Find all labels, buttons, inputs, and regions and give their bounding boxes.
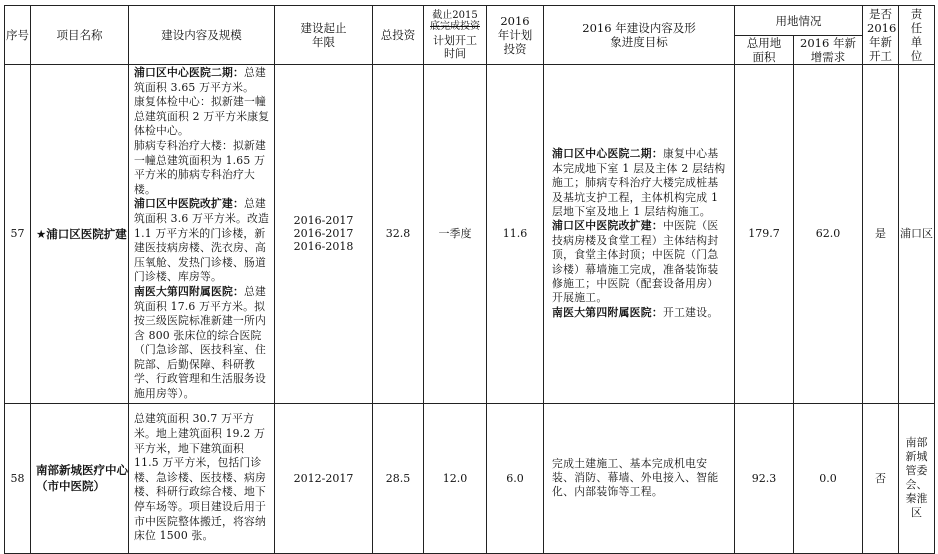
project-table-sheet (4, 5, 934, 543)
content-item: 南医大第四附属医院：总建筑面积 17.6 万平方米。拟按三级医院标准新建一所内含 800 张床位的综合医院（门急诊部、医技科室、住院部、后勤保障、科研教学、行政管理和生活服务设施用房等）。 (134, 284, 266, 401)
row-new-start: 是 (863, 65, 899, 404)
header-new-start: 是否2016年新开工 (863, 6, 899, 65)
row-land-new: 62.0 (794, 65, 863, 404)
header-content: 建设内容及规模 (129, 6, 275, 65)
row-unit: 南部新城管委会、秦淮区 (899, 403, 935, 553)
table-row (5, 403, 935, 553)
header-name: 项目名称 (31, 6, 129, 65)
row-plan2016: 6.0 (487, 403, 544, 553)
row-start: 12.0 (424, 403, 487, 553)
header-land-new: 2016 年新增需求 (794, 36, 863, 65)
content-item: 康复体检中心：拟新建一幢总建筑面积 2 万平方米康复体检中心。 (134, 95, 270, 138)
row-land-total: 92.3 (735, 403, 794, 553)
row-project-name: ★浦口区医院扩建 (31, 65, 129, 404)
content-item: 肺病专科治疗大楼：拟新建一幢总建筑面积为 1.65 万平方米的肺病专科治疗大楼。 (134, 138, 266, 196)
progress-item: 南医大第四附属医院：开工建设。 (552, 305, 719, 319)
period-line: 2016-2018 (293, 240, 354, 254)
header-period: 建设起止年限 (275, 6, 373, 65)
row-seq: 58 (5, 403, 31, 553)
header-seq: 序号 (5, 6, 31, 65)
table-row (5, 65, 935, 404)
row-progress: 完成土建施工、基本完成机电安装、消防、幕墙、外电接入、智能化、内部装饰等工程。 (544, 403, 735, 553)
row-progress (544, 65, 735, 404)
row-project-name: 南部新城医疗中心（市中医院） (31, 403, 129, 553)
header-total: 总投资 (373, 6, 424, 65)
row-period: 2012-2017 (275, 403, 373, 553)
header-unit: 责任单位 (899, 6, 935, 65)
row-total: 28.5 (373, 403, 424, 553)
row-content: 总建筑面积 30.7 万平方米。地上建筑面积 19.2 万平方米，地下建筑面积 11.5 万平方米，包括门诊楼、急诊楼、医技楼、病房楼、科研行政综合楼、地下停车场等。项目建设后用于市中医院整体搬迁，将容纳床位 1500 张。 (129, 403, 275, 553)
header-plan2016: 2016 年计划投资 (487, 6, 544, 65)
row-total: 32.8 (373, 65, 424, 404)
header-cutoff (424, 6, 487, 65)
row-land-new: 0.0 (794, 403, 863, 553)
progress-item: 浦口区中医院改扩建：中医院（医技病房楼及食堂工程）主体结构封顶，食堂主体封顶；中医院（门急诊楼）幕墙施工完成，准备装饰装修施工；中医院（配套设备用房）开展施工。 (552, 219, 719, 305)
row-new-start: 否 (863, 403, 899, 553)
row-land-total: 179.7 (735, 65, 794, 404)
row-start: 一季度 (424, 65, 487, 404)
cutoff-bottom-label: 计划开工时间 (433, 34, 477, 60)
project-table (4, 5, 935, 554)
header-goal2016: 2016 年建设内容及形象进度目标 (544, 6, 735, 65)
content-item: 浦口区中医院改扩建：总建筑面积 3.6 万平方米。改造 1.1 万平方米的门诊楼，新建医技病房楼、洗衣房、高压氧舱、发热门诊楼、肠道门诊楼、库房等。 (134, 197, 270, 284)
row-plan2016: 11.6 (487, 65, 544, 404)
row-period (275, 65, 373, 404)
period-line: 2016-2017 (293, 214, 354, 228)
header-land-total: 总用地面积 (735, 36, 794, 65)
cutoff-top-label: 截止2015 (432, 10, 478, 21)
period-line: 2016-2017 (293, 227, 354, 241)
row-unit: 浦口区 (899, 65, 935, 404)
row-seq: 57 (5, 65, 31, 404)
content-item: 浦口区中心医院二期：总建筑面积 3.65 万平方米。 (134, 66, 266, 94)
header-land: 用地情况 (735, 6, 863, 36)
progress-item: 浦口区中心医院二期：康复中心基本完成地下室 1 层及主体 2 层结构施工；肺病专科治疗大楼完成桩基及基坑支护工程，主体机构完成 1 层地下室及地上 1 层结构施工。 (552, 147, 726, 219)
row-content (129, 65, 275, 404)
cutoff-strike-label: 底完成投资 (430, 21, 480, 32)
